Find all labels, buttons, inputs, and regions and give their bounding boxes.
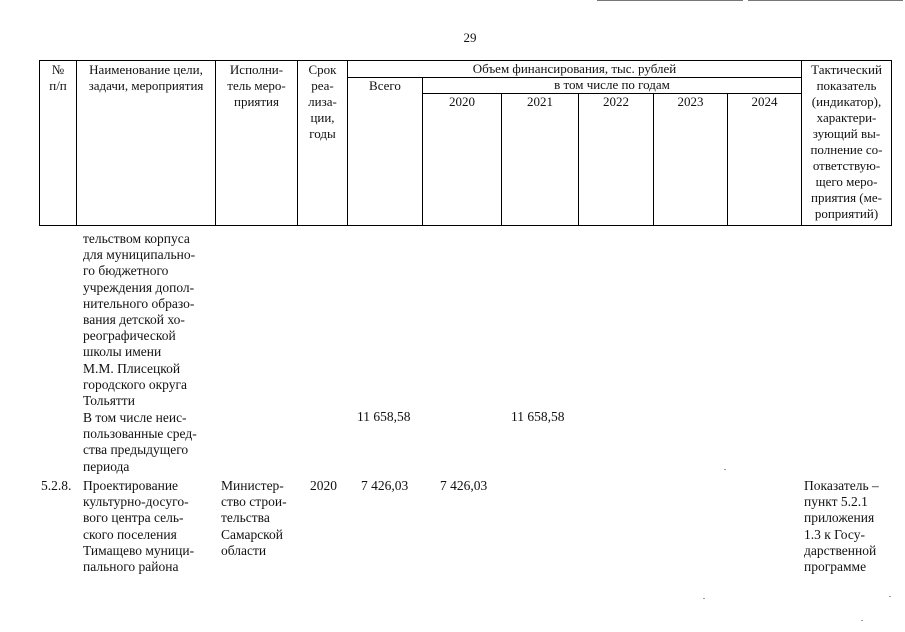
page-number: 29 bbox=[463, 30, 477, 45]
header-by-years: в том числе по годам bbox=[554, 77, 670, 92]
continuation-text: тельством корпуса для муниципально- го бюджетного учреждения допол- нительного образо- вания детской хо- реографической школы имени М.М. Плисецкой городского округа Тольятти bbox=[83, 231, 196, 409]
row-indicator: Показатель – пункт 5.2.1 приложения 1.3 к Госу- дарственной программе bbox=[804, 478, 879, 575]
header-executor: Исполни- тель меро- приятия bbox=[227, 62, 286, 109]
header-year-2023: 2023 bbox=[677, 94, 704, 109]
scan-line bbox=[748, 0, 903, 1]
header-num: № п/п bbox=[49, 62, 67, 93]
unused-funds-2021: 11 658,58 bbox=[511, 409, 565, 424]
unused-funds-total: 11 658,58 bbox=[357, 409, 411, 424]
rule bbox=[653, 93, 654, 226]
header-name: Наименование цели, задачи, мероприятия bbox=[88, 62, 204, 93]
header-indicator: Тактический показатель (индикатор), характери- зующий вы- полнение со- ответствую- щего меро- приятия (ме- роприятий) bbox=[810, 62, 883, 221]
rule bbox=[578, 93, 579, 226]
rule bbox=[39, 225, 892, 226]
scan-speck bbox=[889, 596, 891, 597]
header-financing: Объем финансирования, тыс. рублей bbox=[472, 61, 677, 76]
header-year-2024: 2024 bbox=[751, 94, 778, 109]
scan-speck bbox=[861, 620, 863, 621]
header-total: Всего bbox=[369, 78, 401, 93]
rule bbox=[727, 93, 728, 226]
row-number: 5.2.8. bbox=[41, 478, 72, 493]
row-name: Проектирование культурно-досуго- вого центра сель- ского поселения Тимащево муници- пального района bbox=[83, 478, 195, 575]
header-year-2020: 2020 bbox=[449, 94, 475, 109]
header-year-2021: 2021 bbox=[527, 94, 553, 109]
scan-speck bbox=[703, 598, 705, 599]
row-total: 7 426,03 bbox=[361, 478, 409, 493]
row-executor: Министер- ство строи- тельства Самарской области bbox=[221, 478, 287, 558]
scan-speck bbox=[724, 469, 726, 470]
rule bbox=[891, 60, 892, 226]
header-year-2022: 2022 bbox=[603, 94, 629, 109]
row-term: 2020 bbox=[310, 478, 337, 493]
unused-funds-label: В том числе неис- пользованные сред- ства предыдущего периода bbox=[83, 410, 197, 474]
row-2020: 7 426,03 bbox=[440, 478, 488, 493]
header-term: Срок реа- лиза- ции, годы bbox=[308, 62, 337, 141]
scan-line bbox=[597, 0, 743, 1]
rule bbox=[501, 93, 502, 226]
table-header-grid bbox=[39, 60, 892, 226]
